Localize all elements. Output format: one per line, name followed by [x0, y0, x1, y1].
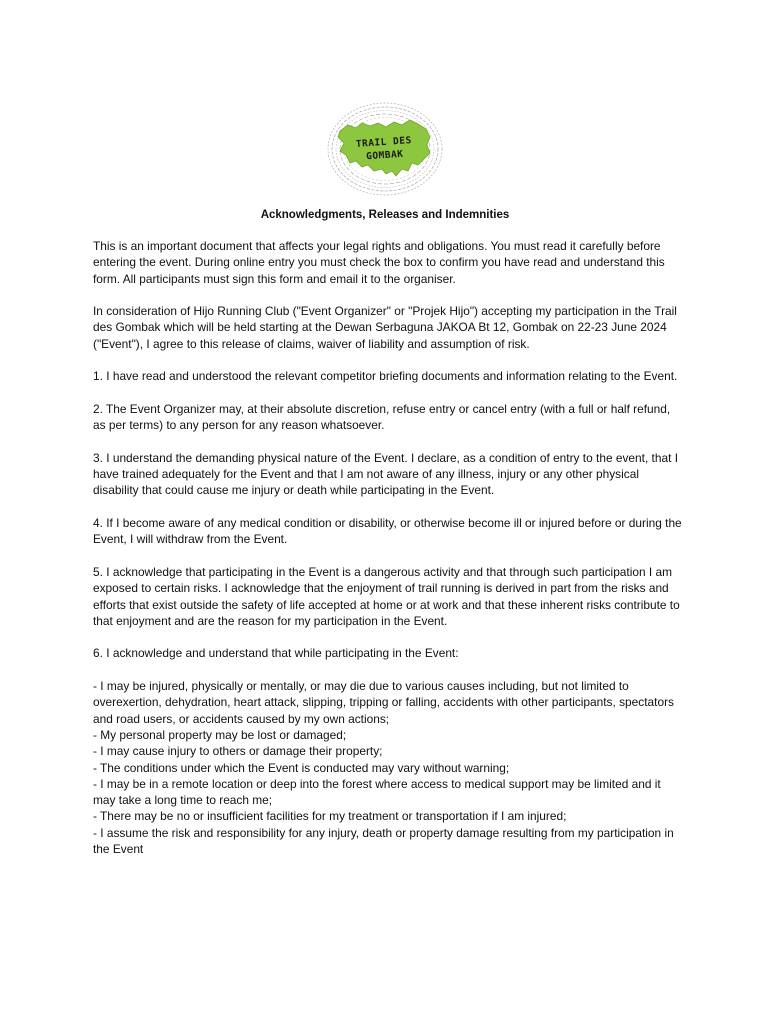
risk-item: - I assume the risk and responsibility for any injury, death or property damage resulting from my participation in the Event — [93, 825, 674, 856]
clause-6: 6. I acknowledge and understand that while participating in the Event: — [93, 646, 459, 661]
clause-5: 5. I acknowledge that participating in the Event is a dangerous activity and that through such participation I am exposed to certain risks. I acknowledge that the enjoyment of trail running is derived in part from the risks and efforts that exist outside the safety of life accepted at home or at work and that these inherent risks contribute to that enjoyment and are the reason for my participation in the Event. — [93, 564, 680, 628]
document-title: Acknowledgments, Releases and Indemnities — [260, 209, 510, 221]
clause-4: 4. If I become aware of any medical condition or disability, or otherwise become ill or injured before or during the Event, I will withdraw from the Event. — [93, 516, 682, 547]
risk-item: - I may cause injury to others or damage their property; — [93, 744, 383, 759]
clause-1: 1. I have read and understood the relevant competitor briefing documents and information relating to the Event. — [93, 369, 678, 384]
risk-item: - My personal property may be lost or damaged; — [93, 727, 347, 742]
trail-des-gombak-logo — [326, 101, 444, 197]
svg-text:TRAIL DES: TRAIL DES — [355, 135, 413, 150]
svg-text:GOMBAK: GOMBAK — [365, 148, 404, 163]
risk-item: - I may be in a remote location or deep into the forest where access to medical support may be limited and it may take a long time to reach me; — [93, 776, 661, 808]
clause-3: 3. I understand the demanding physical nature of the Event. I declare, as a condition of entry to the event, that I have trained adequately for the Event and that I am not aware of any illness, injury or any other physical disability that could cause me injury or death while participating in the Event. — [93, 450, 678, 498]
risk-item: - I may be injured, physically or mentally, or may die due to various causes including, but not limited to overexertion, dehydration, heart attack, slipping, tripping or falling, accidents with other participants, spectators and road users, or accidents caused by my own actions; — [93, 679, 674, 726]
document-body — [93, 238, 683, 857]
clause-2: 2. The Event Organizer may, at their absolute discretion, refuse entry or cancel entry (with a full or half refund, as per terms) to any person for any reason whatsoever. — [93, 401, 671, 433]
risk-list — [93, 678, 683, 857]
risk-item: - There may be no or insufficient facilities for my treatment or transportation if I am injured; — [93, 809, 567, 824]
intro-paragraph: This is an important document that affects your legal rights and obligations. You must read it carefully before entering the event. During online entry you must check the box to confirm you have read and understand this form. All participants must sign this form and email it to the organiser. — [93, 239, 665, 286]
consideration-paragraph: In consideration of Hijo Running Club ("Event Organizer" or "Projek Hijo") accepting my participation in the Trail des Gombak which will be held starting at the Dewan Serbaguna JAKOA Bt 12, Gombak on 22-23 June 2024 ("Event"), I agree to this release of claims, waiver of liability and assumption of risk. — [93, 304, 677, 351]
risk-item: - The conditions under which the Event is conducted may vary without warning; — [93, 760, 510, 775]
